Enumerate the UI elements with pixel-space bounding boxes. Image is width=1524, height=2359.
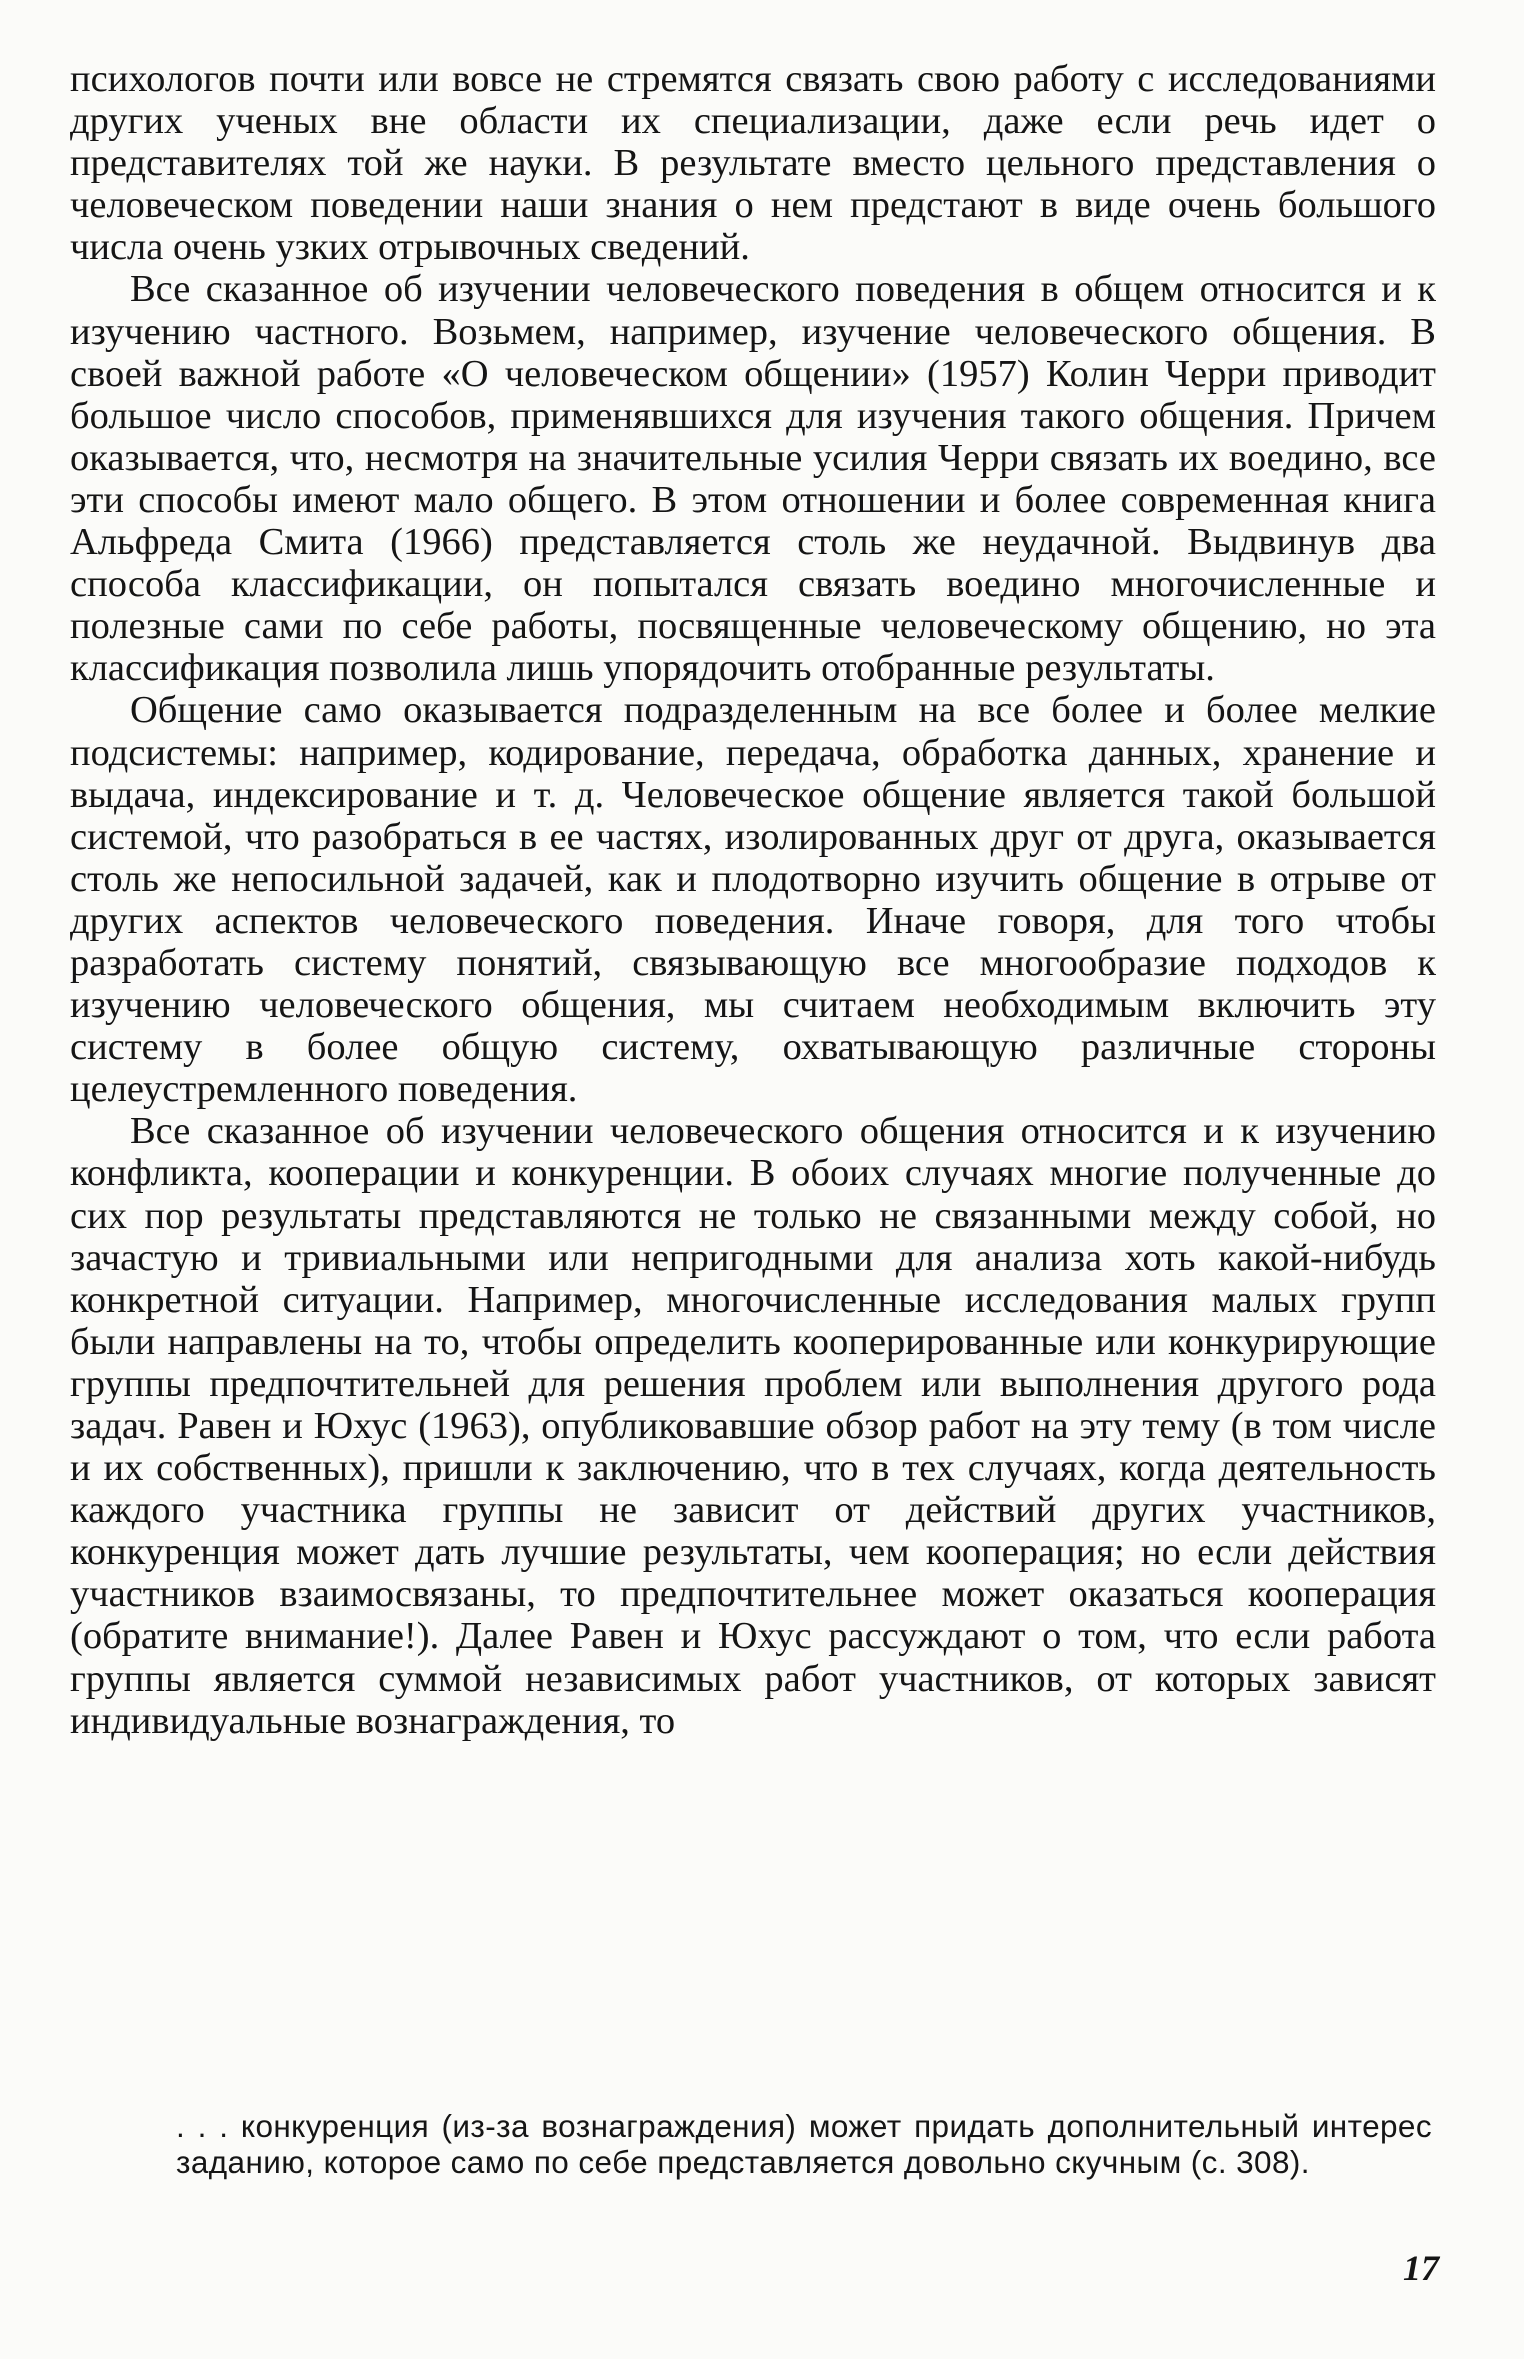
page-number: 17 xyxy=(1403,2248,1439,2288)
paragraph-4: Все сказанное об изучении человеческого общения относится и к изучению конфликта, кооперации и конкуренции. В обоих случаях многие полученные до сих пор результаты представляются не только не связанными между собой, но зачастую и тривиальными или непригодными для анализа хоть какой-нибудь конкретной ситуации. Например, многочисленные исследования малых групп были направлены на то, чтобы определить кооперированные или конкурирующие группы предпочтительней для решения проблем или выполнения другого рода задач. Равен и Юхус (1963), опубликовавшие обзор работ на эту тему (в том числе и их собственных), пришли к заключению, что в тех случаях, когда деятельность каждого участника группы не зависит от действий других участников, конкуренция может дать лучшие результаты, чем кооперация; но если действия участников взаимосвязаны, то предпочтительнее может оказаться кооперация (обратите внимание!). Далее Равен и Юхус рассуждают о том, что если работа группы является суммой независимых работ участников, от которых зависят индивидуальные вознаграждения, то xyxy=(70,1110,1436,1742)
block-quote xyxy=(176,2108,1432,2180)
paragraph-3: Общение само оказывается подразделенным на все более и более мелкие подсистемы: например, кодирование, передача, обработка данных, хранение и выдача, индексирование и т. д. Человеческое общение является такой большой системой, что разобраться в ее частях, изолированных друг от друга, оказывается столь же непосильной задачей, как и плодотворно изучить общение в отрыве от других аспектов человеческого поведения. Иначе говоря, для того чтобы разработать систему понятий, связывающую все многообразие подходов к изучению человеческого общения, мы считаем необходимым включить эту систему в более общую систему, охватывающую различные стороны целеустремленного поведения. xyxy=(70,689,1436,1111)
main-text xyxy=(70,58,1436,1742)
paragraph-2: Все сказанное об изучении человеческого поведения в общем относится и к изучению частного. Возьмем, например, изучение человеческого общения. В своей важной работе «О человеческом общении» (1957) Колин Черри приводит большое число способов, применявшихся для изучения такого общения. Причем оказывается, что, несмотря на значительные усилия Черри связать их воедино, все эти способы имеют мало общего. В этом отношении и более современная книга Альфреда Смита (1966) представляется столь же неудачной. Выдвинув два способа классификации, он попытался связать воедино многочисленные и полезные сами по себе работы, посвященные человеческому общению, но эта классификация позволила лишь упорядочить отобранные результаты. xyxy=(70,268,1436,690)
quote-text: . . . конкуренция (из-за вознаграждения) может придать дополнительный интерес заданию, которое само по себе представляется довольно скучным (с. 308). xyxy=(176,2108,1432,2180)
paragraph-1: психологов почти или вовсе не стремятся связать свою работу с исследованиями других ученых вне области их специализации, даже если речь идет о представителях той же науки. В результате вместо цельного представления о человеческом поведении наши знания о нем предстают в виде очень большого числа очень узких отрывочных сведений. xyxy=(70,58,1436,269)
